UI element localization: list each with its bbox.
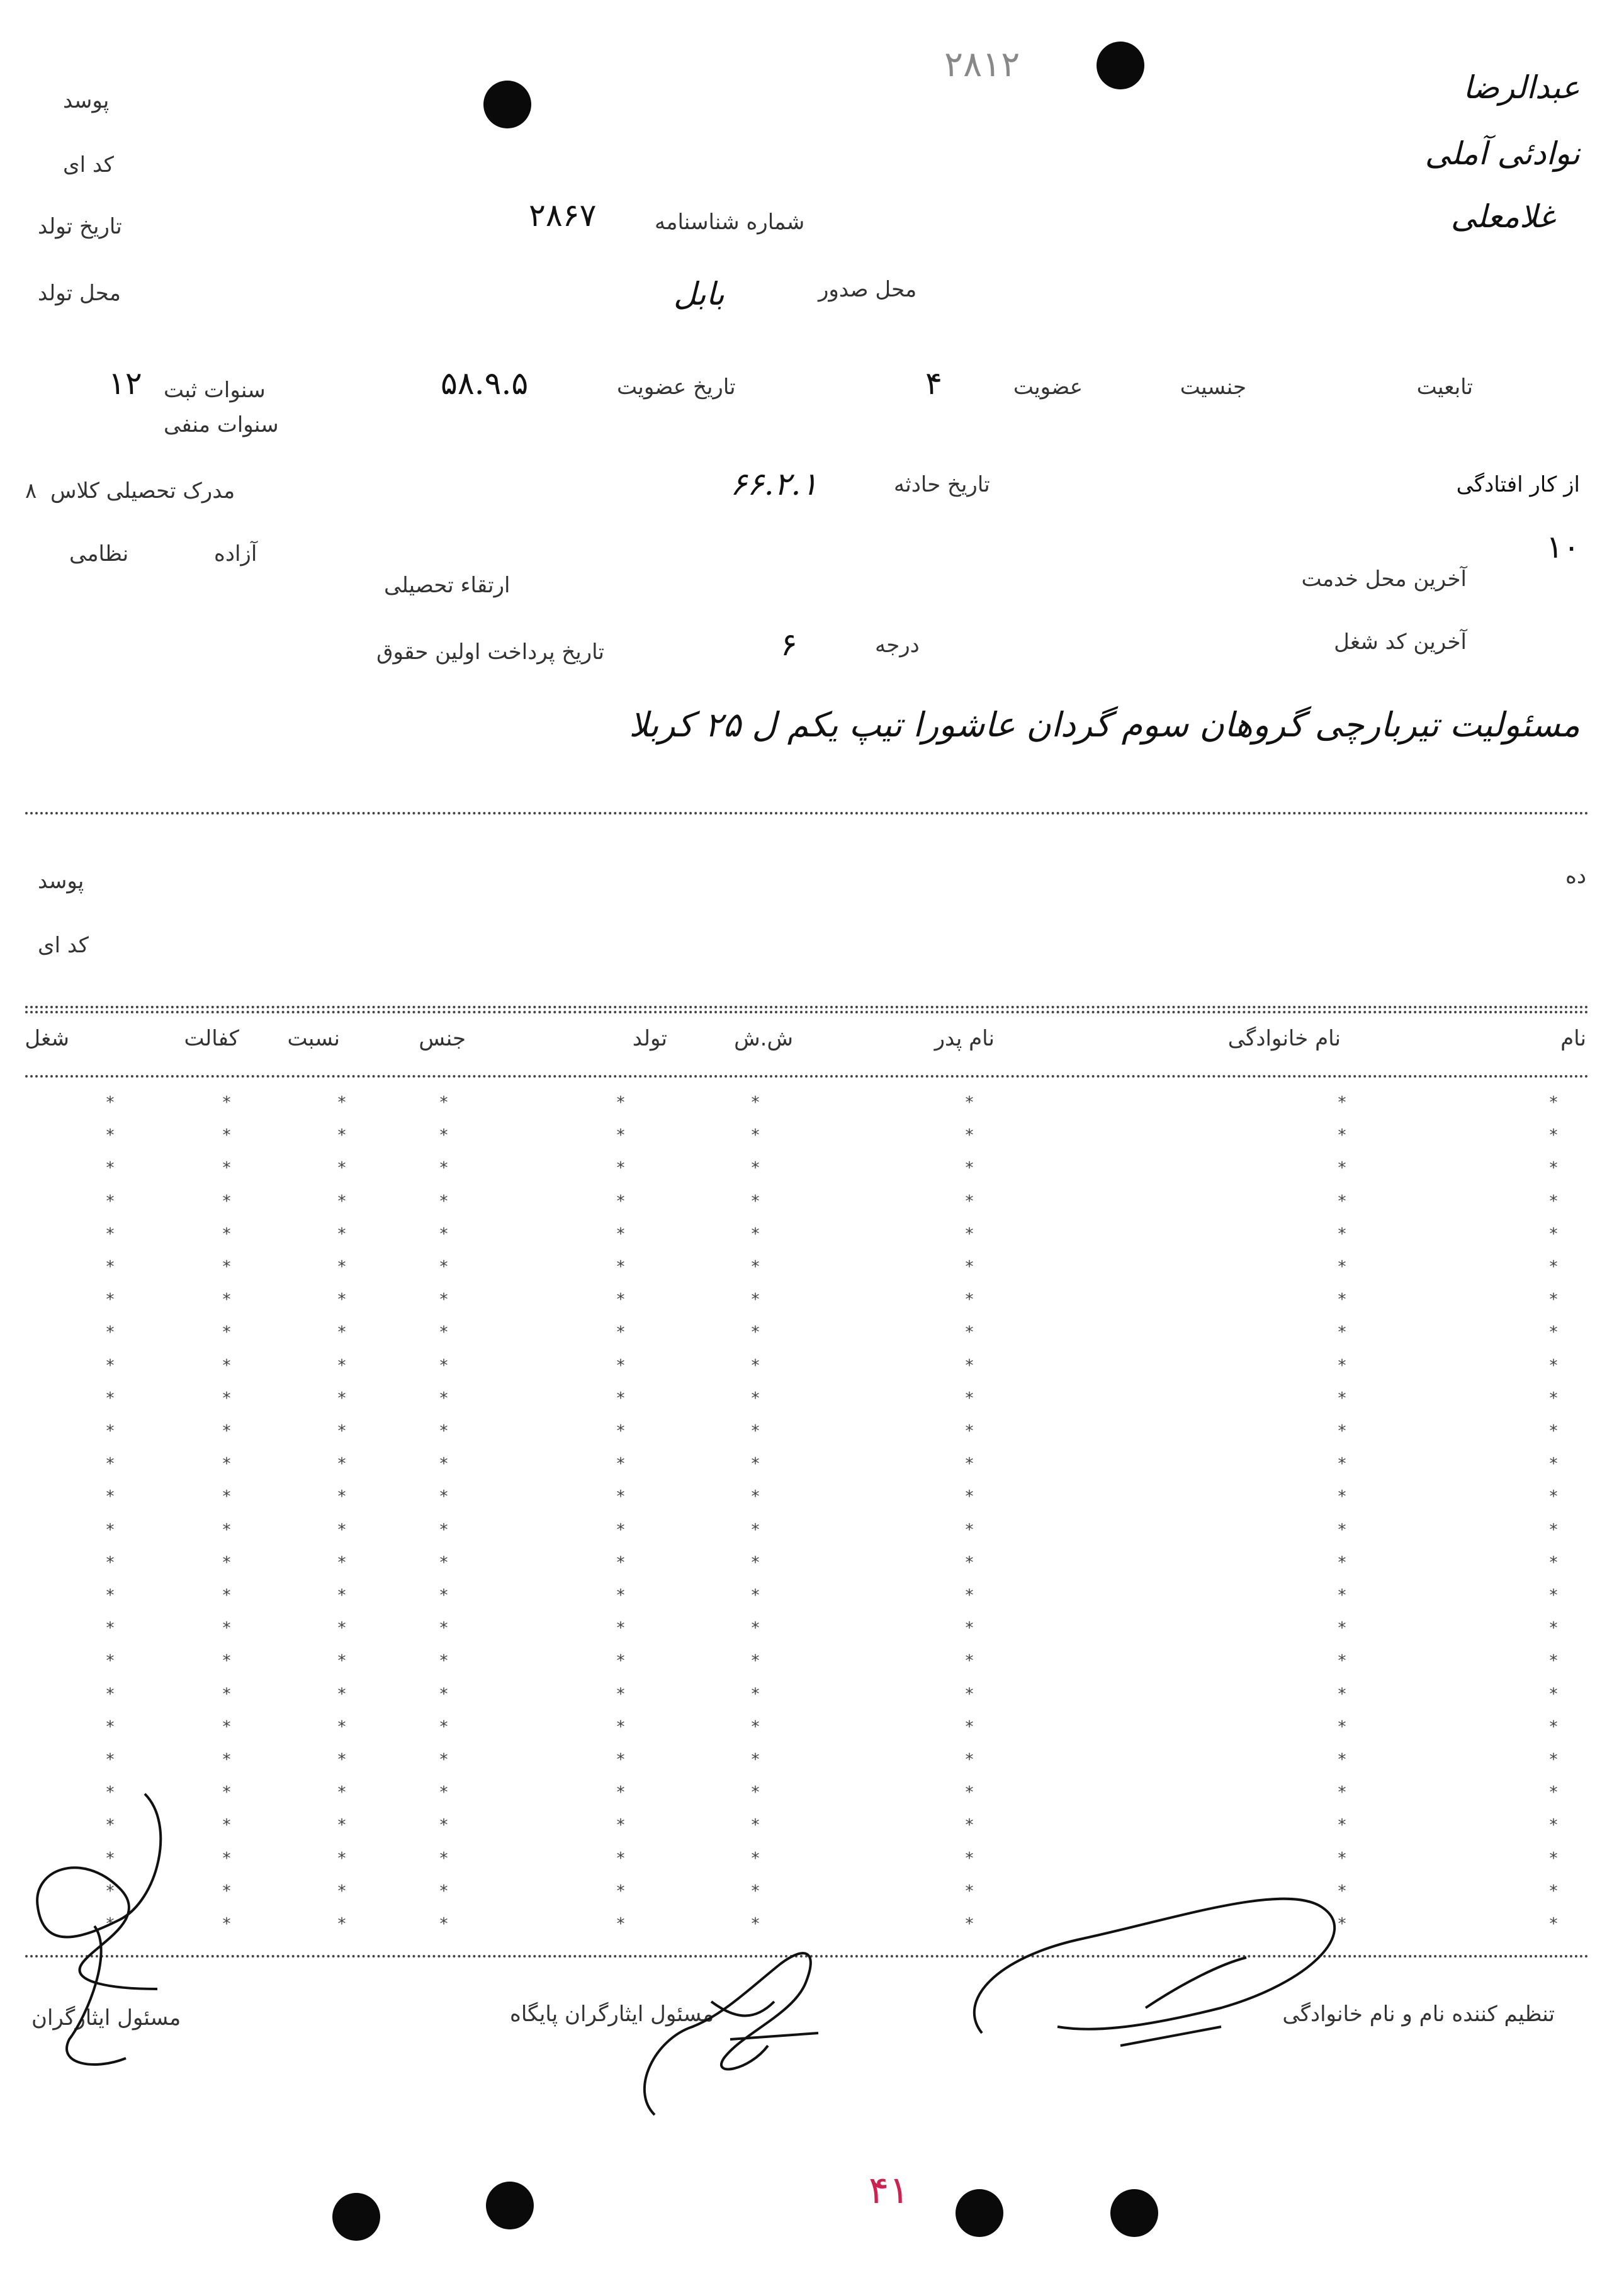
table-column-markers: * * * * * * * * * * * * * * * * * * * * * * * * * * [965,1093,974,1934]
issue-place-value: بابل [674,276,725,312]
grade-value: ۶ [781,626,798,663]
dependents-label-left-2: کد ای [38,933,89,958]
membership-value: ۴ [925,365,942,402]
event-label: از کار افتادگی [1456,472,1580,497]
birth-date-label: تاریخ تولد [38,214,122,239]
family-value: نوادئی آملی [1424,135,1580,172]
id-number-label: شماره شناسنامه [655,210,805,235]
table-column-markers: * * * * * * * * * * * * * * * * * * * * * * * * * * [337,1093,346,1934]
table-header-border [25,1075,1589,1078]
first-pay-label: تاریخ پرداخت اولین حقوق [376,639,604,665]
base-officer-label: مسئول ایثارگران پایگاه [510,2002,714,2027]
punch-hole [1097,42,1144,89]
col-relation: نسبت [287,1026,340,1051]
col-gender: جنس [419,1026,466,1051]
membership-date-label: تاریخ عضویت [617,375,736,400]
col-name: نام [1560,1026,1586,1051]
organizer-label: تنظیم کننده نام و نام خانوادگی [1282,2002,1555,2027]
dependents-label-right: ده [1565,864,1586,889]
divider [25,812,1589,814]
gender-label: جنسیت [1180,375,1246,400]
event-date-label: تاریخ حادثه [894,472,990,497]
punch-hole [483,81,531,128]
last-job-label: آخرین کد شغل [1334,629,1467,655]
table-top-border [25,1006,1589,1008]
father-value: غلامعلی [1450,198,1555,235]
punch-hole [1110,2189,1158,2237]
table-column-markers: * * * * * * * * * * * * * * * * * * * * * * * * * * [222,1093,231,1934]
membership-label: عضویت [1013,375,1083,400]
col-birth: تولد [632,1026,667,1051]
id-number-value: ۲۸۶۷ [529,197,597,234]
table-top-border-inner [25,1011,1589,1013]
nationality-label: تابعیت [1416,375,1473,400]
signature-left [19,1775,220,2090]
table-column-markers: * * * * * * * * * * * * * * * * * * * * * * * * * * [1549,1093,1558,1934]
event-date-value: ۶۶.۲.۱ [730,466,818,502]
service-years-label: سنوات ثبت [164,378,266,403]
grade-label: درجه [875,633,920,658]
last-service-label: آخرین محل خدمت [1301,566,1467,592]
region-officer-label: مسئول ایثارگران [31,2005,181,2031]
page-number: ۴۱ [869,2168,910,2212]
membership-date-value: ۵۸.۹.۵ [441,365,529,402]
col-custody: کفالت [184,1026,239,1051]
service-years-2-label: سنوات منفی [164,412,279,437]
military-label: نظامی [69,541,129,566]
education-label: مدرک تحصیلی کلاس [50,478,235,504]
table-column-markers: * * * * * * * * * * * * * * * * * * * * * * * * * * [1338,1093,1346,1934]
table-column-markers: * * * * * * * * * * * * * * * * * * * * * * * * * * [439,1093,448,1934]
note-value: ۱۰ [1546,529,1580,565]
name-value: عبدالرضا [1463,69,1580,106]
education-value: ۸ [25,478,37,504]
table-column-markers: * * * * * * * * * * * * * * * * * * * * * * * * * * [616,1093,625,1934]
signature-middle [617,1926,843,2127]
birth-place-label: محل تولد [38,281,121,306]
punch-hole [486,2182,534,2229]
left-label-1: پوسد [63,88,110,113]
dependents-label-left-1: پوسد [38,869,84,894]
responsibility-text: مسئولیت تیربارچی گروهان سوم گردان عاشورا تیپ یکم ل ۲۵ کربلا [629,705,1580,745]
table-column-markers: * * * * * * * * * * * * * * * * * * * * * * * * * * [751,1093,760,1934]
col-job: شغل [25,1026,69,1051]
stamp-number: ۲۸۱۲ [944,44,1020,85]
signature-right [957,1882,1397,2071]
free-label: آزاده [214,541,257,566]
col-family: نام خانوادگی [1227,1026,1341,1051]
col-id: ش.ش [734,1026,793,1051]
punch-hole [332,2193,380,2241]
col-father: نام پدر [934,1026,995,1051]
left-label-2: کد ای [63,152,114,177]
table-column-markers: * * * * * * * * * * * * * * * * * * * * * * * * * * [106,1093,115,1934]
punch-hole [956,2189,1003,2237]
issue-place-label: محل صدور [818,277,917,302]
service-years-value: ۱۲ [108,365,142,402]
promotion-label: ارتقاء تحصیلی [384,573,510,598]
